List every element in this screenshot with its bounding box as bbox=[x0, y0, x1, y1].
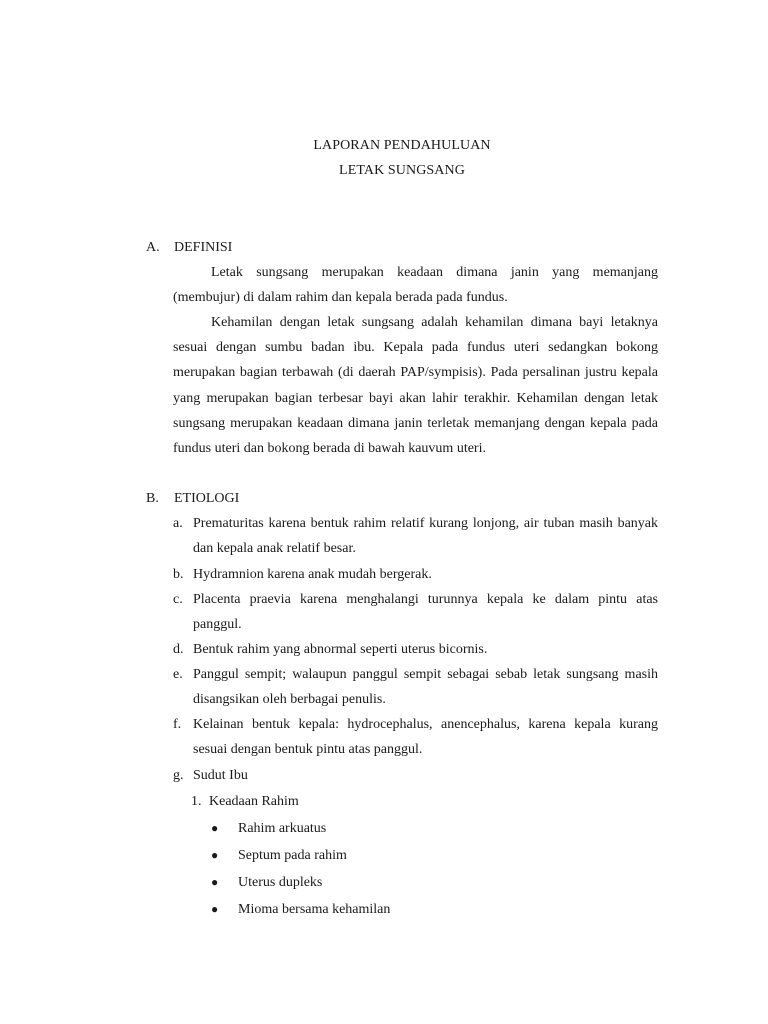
list-item-text: Hydramnion karena anak mudah bergerak. bbox=[193, 567, 432, 582]
section-number: B. bbox=[146, 491, 159, 506]
list-item-text: Sudut Ibu bbox=[193, 768, 248, 783]
bullet-text: Uterus dupleks bbox=[238, 875, 323, 890]
list-item-text: Panggul sempit; walaupun panggul sempit sebagai sebab letak sungsang masih disangsikan oleh berbagai penulis. bbox=[193, 667, 658, 708]
list-item bbox=[173, 637, 658, 662]
list-item-text: Placenta praevia karena menghalangi turunnya kepala ke dalam pintu atas panggul. bbox=[193, 592, 658, 633]
document-subtitle: LETAK SUNGSANG bbox=[339, 163, 465, 178]
bullet-icon: ● bbox=[211, 902, 219, 916]
sub-list-label: Keadaan Rahim bbox=[209, 794, 299, 809]
list-marker: e. bbox=[173, 667, 183, 682]
list-item bbox=[173, 587, 658, 637]
section-heading-etiologi bbox=[146, 489, 239, 509]
list-item bbox=[173, 662, 658, 712]
bullet-item bbox=[211, 845, 347, 866]
list-marker: f. bbox=[173, 717, 182, 732]
list-item bbox=[173, 712, 658, 762]
list-marker: b. bbox=[173, 567, 184, 582]
bullet-icon: ● bbox=[211, 875, 219, 889]
list-marker: a. bbox=[173, 516, 183, 531]
list-item-text: Bentuk rahim yang abnormal seperti uterus bicornis. bbox=[193, 642, 488, 657]
sub-list-marker: 1. bbox=[191, 794, 202, 809]
section-title: ETIOLOGI bbox=[174, 491, 240, 506]
bullet-item bbox=[211, 899, 390, 920]
bullet-text: Rahim arkuatus bbox=[238, 821, 327, 836]
list-marker: g. bbox=[173, 768, 184, 783]
paragraph-definisi-2: Kehamilan dengan letak sungsang adalah kehamilan dimana bayi letaknya sesuai dengan sumbu badan ibu. Kepala pada fundus uteri sedangkan bokong merupakan bagian terbawah (di daerah PAP/sympisis). Pada persalinan justru kepala yang merupakan bagian terbesar bayi akan lahir terakhir. Kehamilan dengan letak sungsang merupakan keadaan dimana janin terletak memanjang dengan kepala pada fundus uteri dan bokong berada di bawah kauvum uteri. bbox=[173, 315, 658, 457]
bullet-icon: ● bbox=[211, 821, 219, 835]
bullet-text: Septum pada rahim bbox=[238, 848, 347, 863]
list-marker: c. bbox=[173, 592, 183, 607]
paragraph-definisi-1: Letak sungsang merupakan keadaan dimana janin yang memanjang (membujur) di dalam rahim dan kepala berada pada fundus. bbox=[173, 265, 658, 306]
section-number: A. bbox=[146, 240, 160, 255]
list-item bbox=[173, 763, 658, 788]
section-heading-definisi bbox=[146, 238, 232, 258]
bullet-item bbox=[211, 818, 326, 839]
list-item bbox=[173, 562, 658, 587]
bullet-text: Mioma bersama kehamilan bbox=[238, 902, 391, 917]
bullet-icon: ● bbox=[211, 848, 219, 862]
list-marker: d. bbox=[173, 642, 184, 657]
document-title: LAPORAN PENDAHULUAN bbox=[313, 138, 491, 153]
bullet-item bbox=[211, 872, 322, 893]
list-item bbox=[173, 511, 658, 561]
sub-list-item bbox=[191, 792, 299, 812]
section-title: DEFINISI bbox=[174, 240, 233, 255]
list-item-text: Kelainan bentuk kepala: hydrocephalus, anencephalus, karena kepala kurang sesuai dengan bentuk pintu atas panggul. bbox=[193, 717, 658, 758]
list-item-text: Prematuritas karena bentuk rahim relatif kurang lonjong, air tuban masih banyak dan kepala anak relatif besar. bbox=[193, 516, 658, 557]
